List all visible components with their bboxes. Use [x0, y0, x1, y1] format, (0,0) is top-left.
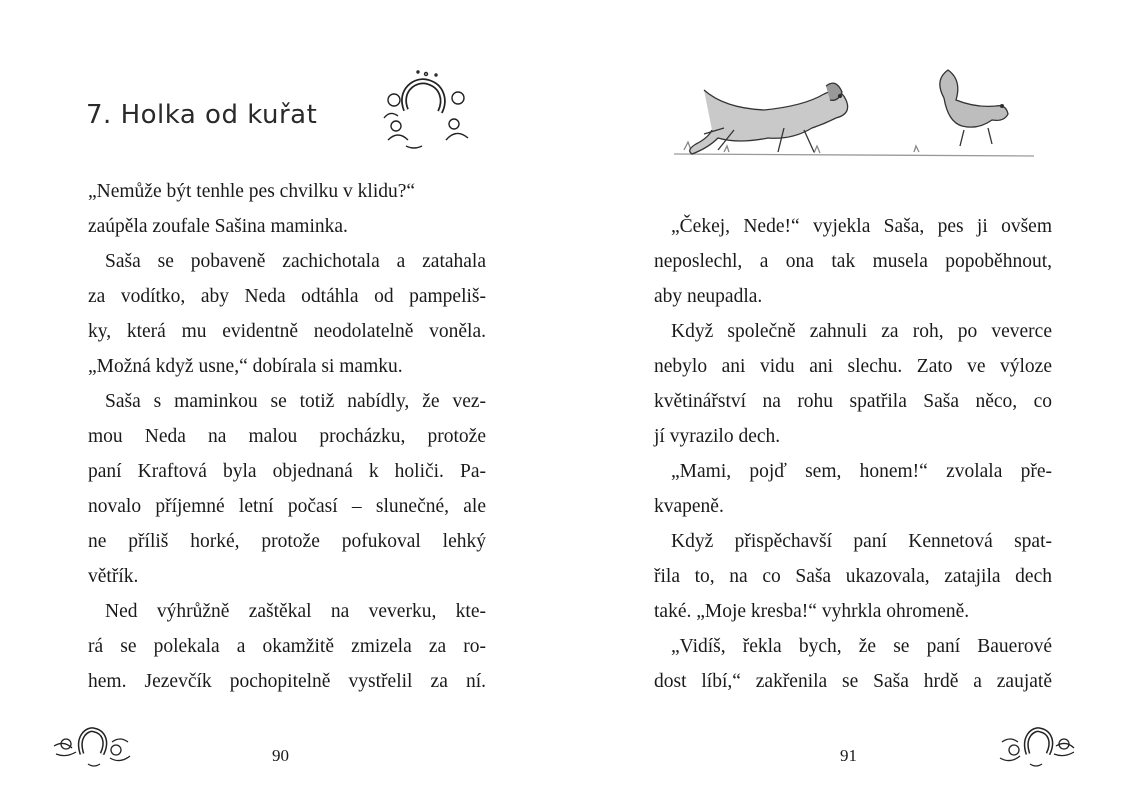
text-line: kvapeně.: [654, 496, 724, 517]
footer-horseshoe-ornament: [998, 724, 1078, 770]
text-line: mou Neda na malou procházku, protože: [88, 426, 486, 447]
footer-horseshoe-ornament: [52, 724, 132, 770]
text-line: „Mami, pojď sem, honem!“ zvolala pře-: [671, 461, 1052, 482]
text-line: Saša se pobaveně zachichotala a zatahala: [105, 251, 486, 272]
chapter-title: 7. Holka od kuřat: [86, 100, 318, 130]
text-line: Když přispěchavší paní Kennetová spat-: [671, 531, 1052, 552]
text-line: Saša s maminkou se totiž nabídly, že vez-: [105, 391, 486, 412]
text-line: novalo příjemné letní počasí – slunečné, ale: [88, 496, 486, 517]
text-line: také. „Moje kresba!“ vyhrkla ohromeně.: [654, 601, 970, 622]
text-line: „Nemůže být tenhle pes chvilku v klidu?“: [88, 181, 416, 202]
text-line: neposlechl, a ona tak musela popoběhnout,: [654, 251, 1052, 272]
page-number: 90: [272, 746, 289, 765]
dog-chasing-squirrel-illustration: [664, 70, 1044, 165]
text-line: hem. Jezevčík pochopitelně vystřelil za ní.: [88, 671, 486, 692]
text-line: Když společně zahnuli za roh, po veverce: [671, 321, 1052, 342]
text-line: ky, která mu evidentně neodolatelně voněla.: [88, 321, 486, 342]
page-number: 91: [840, 746, 857, 765]
right-page: [566, 0, 1132, 800]
text-line: „Vidíš, řekla bych, že se paní Bauerové: [671, 636, 1052, 657]
text-line: rá se polekala a okamžitě zmizela za ro-: [88, 636, 486, 657]
text-line: paní Kraftová byla objednaná k holiči. Pa-: [88, 461, 486, 482]
text-line: „Možná když usne,“ dobírala si mamku.: [88, 356, 403, 377]
text-line: za vodítko, aby Neda odtáhla od pampeliš-: [88, 286, 486, 307]
text-line: Ned výhrůžně zaštěkal na veverku, kte-: [105, 601, 486, 622]
text-line: nebylo ani vidu ani slechu. Zato ve výloze: [654, 356, 1052, 377]
text-line: jí vyrazilo dech.: [654, 426, 781, 447]
text-line: „Čekej, Nede!“ vyjekla Saša, pes ji ovšem: [671, 216, 1052, 237]
text-line: dost líbí,“ zakřenila se Saša hrdě a zaujatě: [654, 671, 1052, 692]
text-line: květinářství na rohu spatřila Saša něco, co: [654, 391, 1052, 412]
text-line: řila to, na co Saša ukazovala, zatajila dech: [654, 566, 1052, 587]
text-line: zaúpěla zoufale Sašina maminka.: [88, 216, 348, 237]
text-line: ne příliš horké, protože pofukoval lehký: [88, 531, 486, 552]
text-line: aby neupadla.: [654, 286, 763, 307]
horseshoe-flower-illustration: [376, 70, 476, 160]
text-line: větřík.: [88, 566, 139, 587]
